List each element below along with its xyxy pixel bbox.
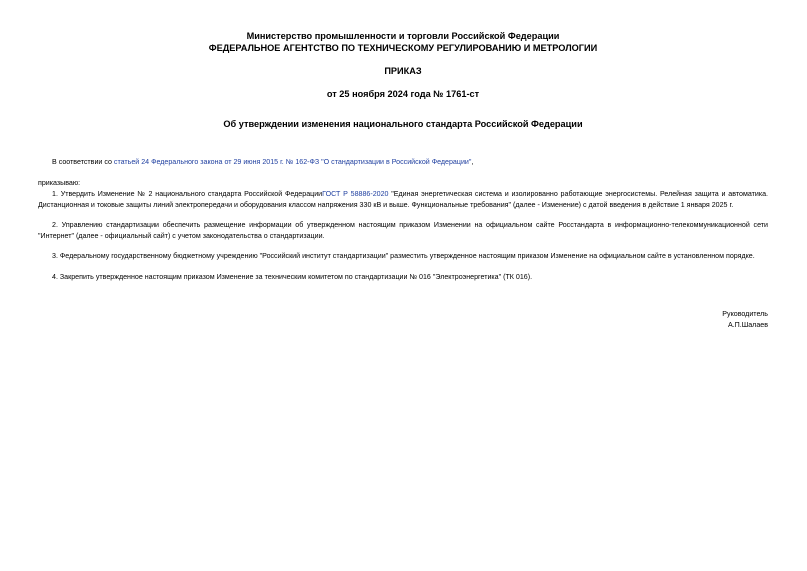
ministry-name: Министерство промышленности и торговли Российской Федерации	[246, 31, 560, 41]
agency-name: ФЕДЕРАЛЬНОЕ АГЕНТСТВО ПО ТЕХНИЧЕСКОМУ РЕГУЛИРОВАНИЮ И МЕТРОЛОГИИ	[208, 43, 598, 53]
decree-item-2: 2. Управлению стандартизации обеспечить размещение информации об утвержденном настоящим приказом Изменении на официальном сайте Росстандарта в информационно-телекоммуникационной сети "Интернет" (далее - официальный сайт) с учетом законодательства о стандартизации.	[38, 221, 768, 240]
signature-block	[38, 309, 768, 330]
item-1-suffix: "Единая энергетическая система и изолированно работающие энергосистемы. Релейная защита и автоматика. Дистанционная и токовые защиты линий электропередачи и оборудования классом напряжения 330 кВ и выше. Функциональные требования" (далее - Изменение) с датой введения в действие 1 января 2025 г.	[38, 190, 768, 209]
document-type: ПРИКАЗ	[384, 66, 422, 76]
decree-item-4: 4. Закрепить утвержденное настоящим приказом Изменение за техническим комитетом по стандартизации № 016 "Электроэнергетика" (ТК 016).	[52, 272, 533, 281]
decree-item-3: 3. Федеральному государственному бюджетному учреждению "Российский институт стандартизации" разместить утвержденное настоящим приказом Изменение на официальном сайте в установленном порядке.	[52, 252, 755, 260]
intro-prefix: В соответствии со	[52, 158, 114, 166]
intro-paragraph	[38, 157, 768, 168]
document-subject: Об утверждении изменения национального стандарта Российской Федерации	[223, 119, 583, 129]
item-1-prefix: 1. Утвердить Изменение № 2 национального стандарта Российской Федерации	[52, 190, 323, 198]
document-date-number: от 25 ноября 2024 года № 1761-ст	[326, 89, 480, 99]
signatory-position: Руководитель	[722, 310, 768, 318]
decree-word: приказываю:	[38, 178, 81, 187]
intro-suffix: ,	[471, 158, 474, 166]
law-article-link[interactable]: статьей 24 Федерального закона от 29 июня 2015 г. № 162-ФЗ "О стандартизации в Российской Федерации"	[113, 158, 472, 166]
gost-standard-link[interactable]: ГОСТ Р 58886-2020	[322, 190, 389, 198]
document-page	[38, 30, 768, 330]
decree-item-1	[38, 189, 768, 210]
signatory-name: А.П.Шалаев	[727, 320, 768, 329]
